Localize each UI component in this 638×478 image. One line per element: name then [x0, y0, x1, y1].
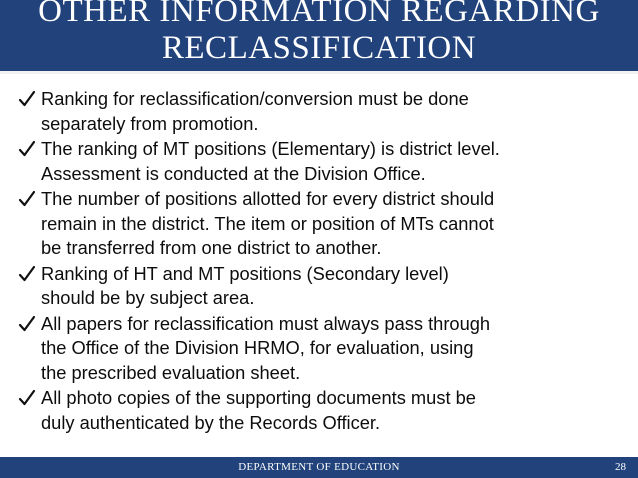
bullet-line: The number of positions allotted for every district should — [41, 188, 495, 209]
bullet-line: the prescribed evaluation sheet. — [41, 361, 301, 383]
title-band — [0, 0, 638, 74]
bullet-item — [18, 187, 618, 261]
bullet-line: be transferred from one district to another. — [41, 237, 382, 258]
bullet-line: The ranking of MT positions (Elementary) is district level. — [41, 138, 500, 159]
bullet-line: remain in the district. The item or position of MTs cannot — [41, 212, 494, 234]
bullet-line: should be by subject area. — [41, 287, 255, 308]
bullet-line: separately from promotion. — [41, 112, 259, 134]
bullet-line: the Office of the Division HRMO, for evaluation, using — [41, 337, 474, 358]
bullet-line: Assessment is conducted at the Division Office. — [41, 162, 426, 184]
footer-label: DEPARTMENT OF EDUCATION — [238, 461, 400, 473]
footer-band — [0, 457, 638, 478]
bullet-item — [18, 386, 618, 435]
checkmark-icon — [18, 264, 36, 284]
checkmark-icon — [18, 139, 36, 159]
bullet-item — [18, 312, 618, 386]
checkmark-icon — [18, 89, 36, 109]
bullet-line: All photo copies of the supporting documents must be — [41, 387, 476, 408]
checkmark-icon — [18, 388, 36, 408]
slide-title-line-2: RECLASSIFICATION — [161, 30, 477, 66]
bullet-line: All papers for reclassification must always pass through — [41, 312, 491, 334]
page-number: 28 — [615, 461, 626, 473]
bullet-item — [18, 137, 618, 186]
checkmark-icon — [18, 314, 36, 334]
bullet-item — [18, 87, 618, 136]
bullet-line: Ranking for reclassification/conversion must be done — [41, 88, 469, 109]
bullet-line: duly authenticated by the Records Officer. — [41, 411, 381, 433]
checkmark-icon — [18, 189, 36, 209]
slide-title-line-1: OTHER INFORMATION REGARDING — [38, 0, 600, 29]
bullet-item — [18, 262, 618, 311]
bullet-list — [18, 87, 618, 436]
bullet-line: Ranking of HT and MT positions (Secondary level) — [41, 262, 449, 284]
